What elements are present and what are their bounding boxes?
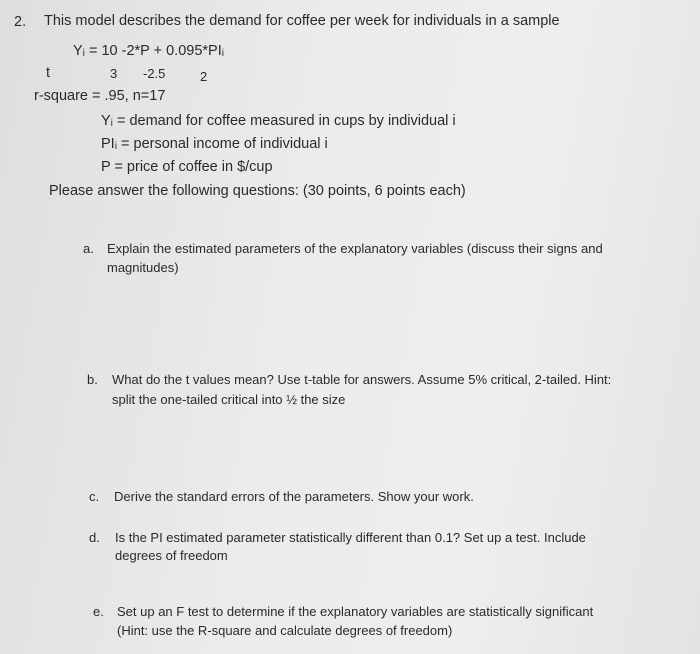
part-d-label: d. [89,530,100,545]
t-value-intercept: 3 [110,66,118,81]
part-b-label: b. [87,372,98,387]
part-e-line-2: (Hint: use the R-square and calculate degrees of freedom) [117,623,453,638]
part-a-line-2: magnitudes) [107,260,179,275]
part-a-line-1: Explain the estimated parameters of the explanatory variables (discuss their signs and [107,241,603,256]
part-c-label: c. [89,489,100,504]
definition-price: P = price of coffee in $/cup [101,159,273,175]
regression-equation: Yᵢ = 10 -2*P + 0.095*PIᵢ [73,43,225,59]
part-a-label: a. [83,241,94,256]
question-number: 2. [14,14,27,30]
definition-demand: Yᵢ = demand for coffee measured in cups by individual i [101,113,456,129]
part-d-line-2: degrees of freedom [115,548,228,563]
definition-income: PIᵢ = personal income of individual i [101,136,328,152]
part-d-line-1: Is the PI estimated parameter statistically different than 0.1? Set up a test. Include [115,530,586,545]
t-value-price: -2.5 [143,66,166,81]
part-b-line-1: What do the t values mean? Use t-table for answers. Assume 5% critical, 2-tailed. Hint: [112,372,612,387]
part-e-label: e. [93,604,104,619]
r-square-line: r-square = .95, n=17 [34,88,166,104]
instructions: Please answer the following questions: (30 points, 6 points each) [49,183,466,199]
part-c-line-1: Derive the standard errors of the parameters. Show your work. [114,489,474,504]
t-value-income: 2 [200,69,208,84]
question-intro: This model describes the demand for coffee per week for individuals in a sample [44,13,560,29]
part-e-line-1: Set up an F test to determine if the explanatory variables are statistically significant [117,604,594,619]
t-label: t [46,65,51,81]
part-b-line-2: split the one-tailed critical into ½ the size [112,392,346,407]
